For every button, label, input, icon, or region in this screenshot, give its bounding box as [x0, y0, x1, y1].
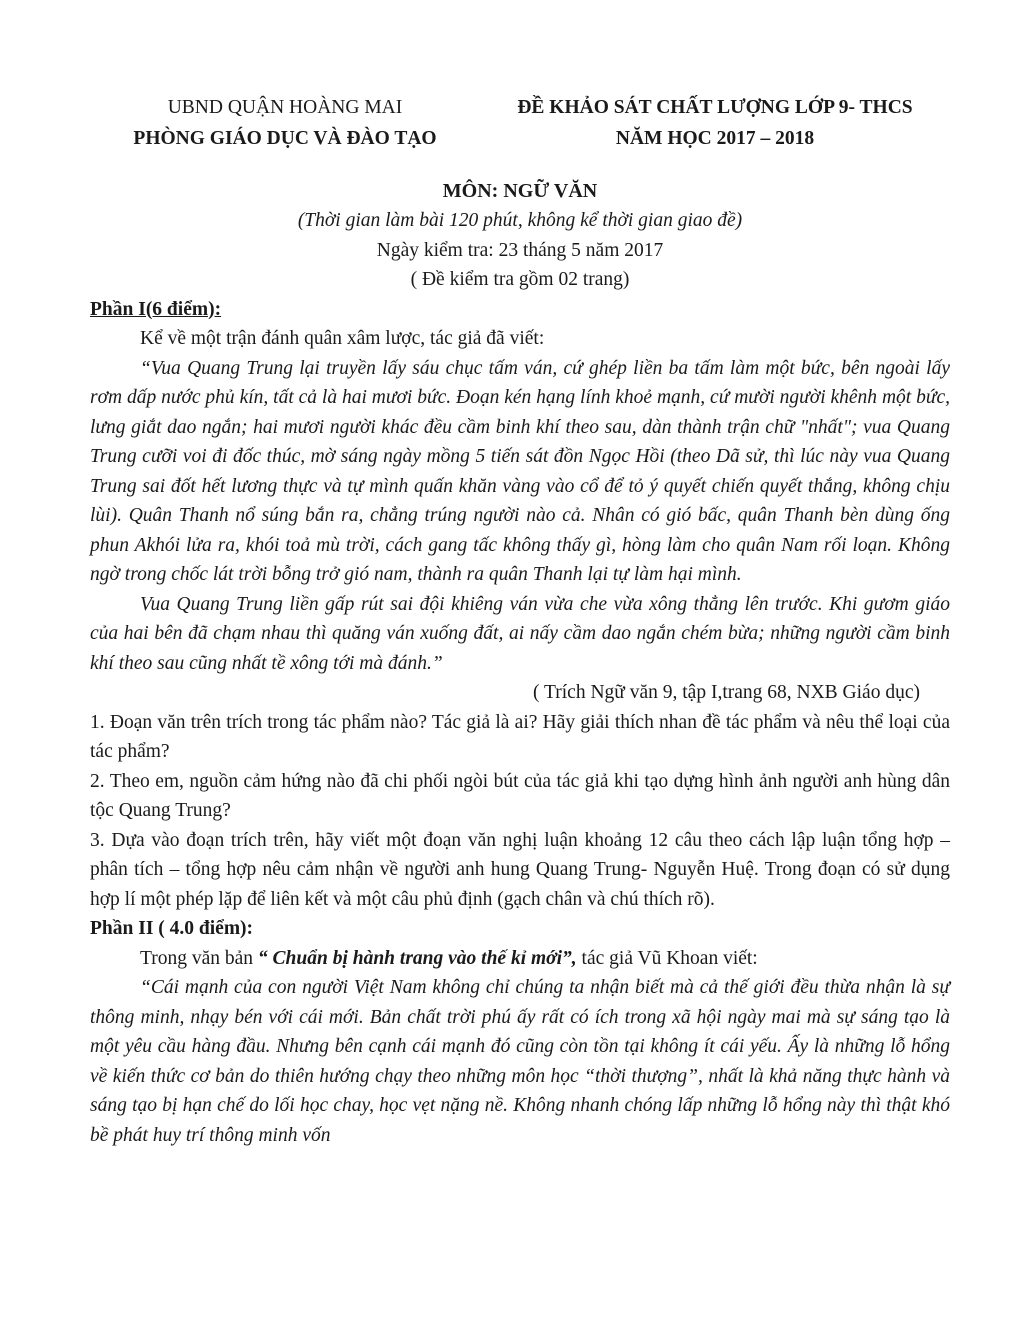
question-1: 1. Đoạn văn trên trích trong tác phẩm nào? Tác giả là ai? Hãy giải thích nhan đề tác phẩm và nêu thể loại của tác phẩm?	[90, 711, 950, 762]
question-2: 2. Theo em, nguồn cảm hứng nào đã chi phối ngòi bút của tác giả khi tạo dựng hình ảnh người anh hùng dân tộc Quang Trung?	[90, 770, 950, 821]
department-name: PHÒNG GIÁO DỤC VÀ ĐÀO TẠO	[133, 128, 437, 149]
page-count: ( Đề kiểm tra gồm 02 trang)	[410, 269, 630, 290]
subject-title: MÔN: NGỮ VĂN	[442, 180, 598, 202]
part2-intro-after: tác giả Vũ Khoan viết:	[576, 947, 758, 969]
part2-intro	[90, 944, 950, 974]
exam-date: Ngày kiểm tra: 23 tháng 5 năm 2017	[376, 239, 664, 261]
part1-quote-paragraph-2: Vua Quang Trung liền gấp rút sai đội khiêng ván vừa che vừa xông thẳng lên trước. Khi gươm giáo của hai bên đã chạm nhau thì quăng ván xuống đất, ai nấy cầm dao ngắn chém bừa; những người cầm binh khí theo sau cũng nhất tề xông tới mà đánh.”	[90, 593, 950, 674]
part2-text-title: “ Chuẩn bị hành trang vào thế kỉ mới”,	[257, 947, 577, 969]
school-year: NĂM HỌC 2017 – 2018	[615, 128, 815, 149]
part2-intro-before: Trong văn bản	[140, 947, 258, 969]
question-3: 3. Dựa vào đoạn trích trên, hãy viết một đoạn văn nghị luận khoảng 12 câu theo cách lập luận tổng hợp – phân tích – tổng hợp nêu cảm nhận về người anh hung Quang Trung- Nguyễn Huệ. Trong đoạn có sử dụng hợp lí một phép lặp để liên kết và một câu phủ định (gạch chân và chú thích rõ).	[90, 829, 950, 910]
header-left	[90, 92, 480, 154]
part2-title: Phần II ( 4.0 điểm):	[90, 918, 254, 939]
header-right	[480, 92, 950, 154]
part1-quote-paragraph-1: “Vua Quang Trung lại truyền lấy sáu chục tấm ván, cứ ghép liền ba tấm làm một bức, bên ngoài lấy rơm dấp nước phủ kín, tất cả là hai mươi bức. Đoạn kén hạng lính khoẻ mạnh, cứ mười người khênh một bức, lưng giắt dao ngắn; hai mươi người khác đều cầm binh khí theo sau, dàn thành trận chữ "nhất"; vua Quang Trung cưỡi voi đi đốc thúc, mờ sáng ngày mồng 5 tiến sát đồn Ngọc Hồi (theo Dã sử, thì lúc này vua Quang Trung sai đốt hết lương thực và tự mình quấn khăn vàng vào cổ để tỏ ý quyết chiến quyết thắng, không chịu lùi). Quân Thanh nổ súng bắn ra, chẳng trúng người nào cả. Nhân có gió bấc, quân Thanh bèn dùng ống phun Akhói lửa ra, khói toả mù trời, cách gang tấc không thấy gì, hòng làm cho quân Nam rối loạn. Không ngờ trong chốc lát trời bỗng trở gió nam, thành ra quân Thanh lại tự làm hại mình.	[90, 357, 950, 585]
district-name: UBND QUẬN HOÀNG MAI	[167, 97, 403, 118]
part1-source: ( Trích Ngữ văn 9, tập I,trang 68, NXB Giáo dục)	[533, 682, 920, 703]
document-header	[90, 92, 950, 154]
part1-intro: Kể về một trận đánh quân xâm lược, tác giả đã viết:	[140, 328, 545, 349]
part2-quote: “Cái mạnh của con người Việt Nam không chỉ chúng ta nhận biết mà cả thế giới đều thừa nhận là sự thông minh, nhạy bén với cái mới. Bản chất trời phú ấy rất có ích trong xã hội ngày mai mà sự sáng tạo là một yêu cầu hàng đầu. Nhưng bên cạnh cái mạnh đó cũng còn tồn tại không ít cái yếu. Ấy là những lỗ hổng về kiến thức cơ bản do thiên hướng chạy theo những môn học “thời thượng”, nhất là khả năng thực hành và sáng tạo bị hạn chế do lối học chay, học vẹt nặng nề. Không nhanh chóng lấp những lỗ hổng này thì thật khó bề phát huy trí thông minh vốn	[90, 977, 950, 1146]
exam-title: ĐỀ KHẢO SÁT CHẤT LƯỢNG LỚP 9- THCS	[517, 97, 913, 118]
exam-page	[90, 92, 950, 1150]
time-note: (Thời gian làm bài 120 phút, không kể thời gian giao đề)	[297, 210, 743, 231]
part1-title: Phần I(6 điểm):	[90, 298, 222, 320]
